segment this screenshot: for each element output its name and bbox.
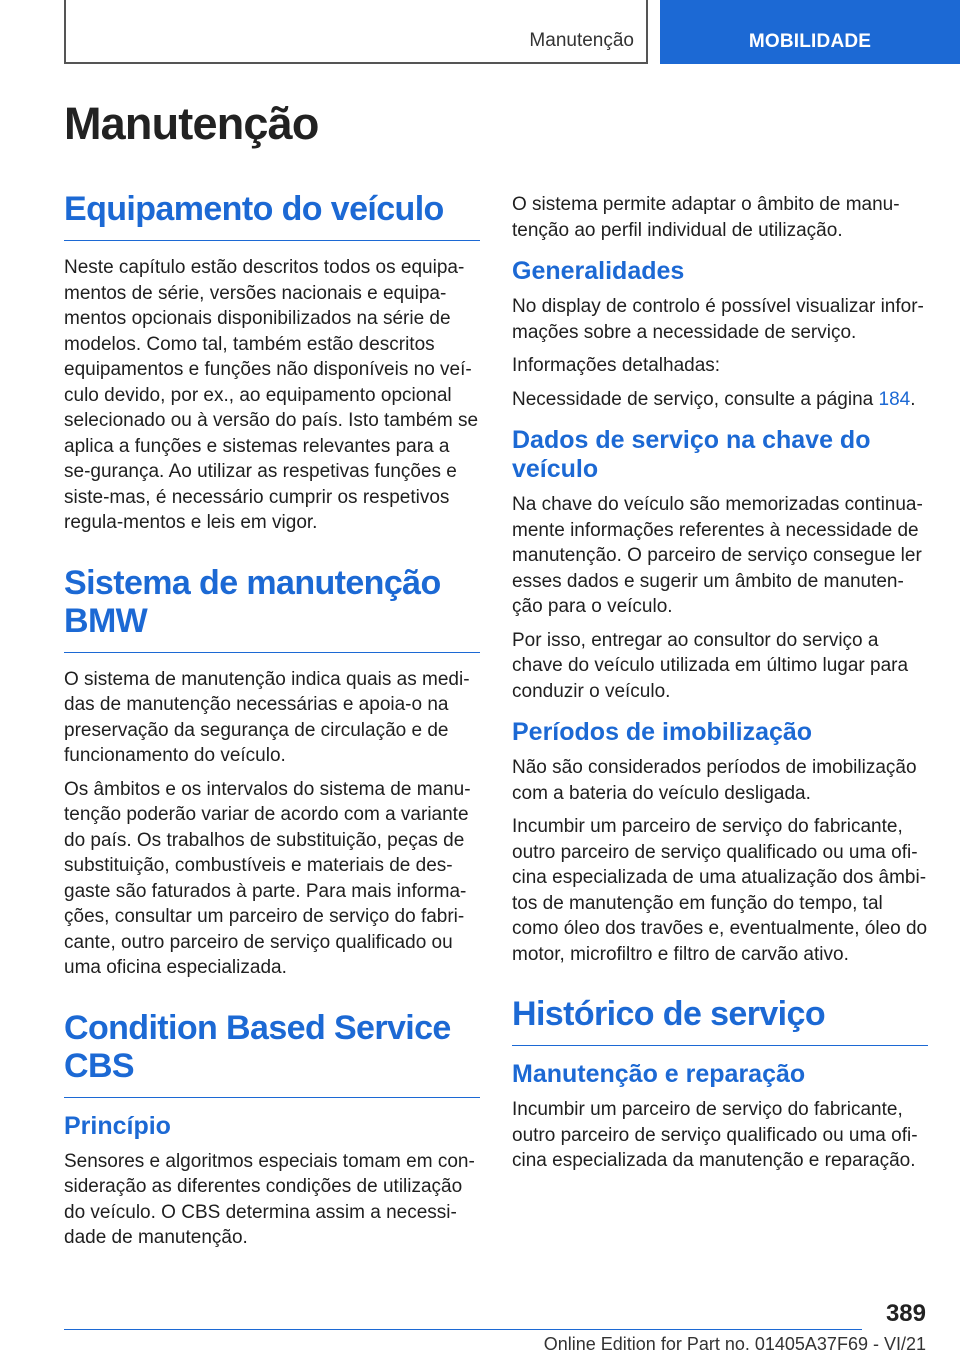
paragraph-dados-1: Na chave do veículo são memorizadas continua-mente informações referentes à necessidade de manutenção. O parceiro de serviço consegue ler esses dados e sugerir um âmbito de manuten-ção para o veículo. xyxy=(512,494,923,617)
paragraph-adaptar: O sistema permite adaptar o âmbito de manu-tenção ao perfil individual de utilização. xyxy=(512,194,900,241)
footer-edition: Online Edition for Part no. 01405A37F69 - VI/21 xyxy=(543,1334,926,1354)
heading-historico: Histórico de serviço xyxy=(512,995,928,1046)
header-chapter: Manutenção xyxy=(529,30,634,51)
reference-period: . xyxy=(910,388,916,410)
subheading-dados-chave: Dados de serviço na chave do veículo xyxy=(512,426,871,483)
page-link-184[interactable]: 184 xyxy=(878,388,911,410)
reference-text: Necessidade de serviço, consulte a página xyxy=(512,388,879,410)
header-chapter-box xyxy=(64,0,648,64)
paragraph-imobilizacao-1: Não são considerados períodos de imobilização com a bateria do veículo desligada. xyxy=(512,757,917,804)
paragraph-generalidades-2: Informações detalhadas: xyxy=(512,355,721,376)
right-column xyxy=(512,192,928,1174)
paragraph-sistema-1: O sistema de manutenção indica quais as medi-das de manutenção necessárias e apoia-o na preservação da segurança de circulação e de funcionamento do veículo. xyxy=(64,668,470,766)
paragraph-dados-2: Por isso, entregar ao consultor do serviço a chave do veículo utilizada em último lugar para conduzir o veículo. xyxy=(512,629,909,702)
heading-sistema-manutencao: Sistema de manutenção BMW xyxy=(64,564,480,653)
paragraph-principio: Sensores e algoritmos especiais tomam em con-sideração as diferentes condições de utilização do veículo. O CBS determina assim a necessi-dade de manutenção. xyxy=(64,1150,475,1248)
heading-cbs: Condition Based Service CBS xyxy=(64,1009,480,1098)
subheading-imobilizacao: Períodos de imobilização xyxy=(512,718,813,746)
left-column xyxy=(64,190,480,1251)
paragraph-equipamento: Neste capítulo estão descritos todos os equipa-mentos de série, versões nacionais e equipa-mentos opcionais disponibilizados na série de modelos. Como tal, também estão descritos equipamentos e funções não disponíveis no veí-culo devido, por ex., ao equipamento opcional selecionado ou à versão do país. Isto também se aplica a funções e sistemas relevantes para a se-gurança. Ao utilizar as respetivas funções e siste-mas, é necessário cumprir os respetivos regula-mentos e leis em vigor. xyxy=(64,257,479,533)
subheading-manutencao-reparacao: Manutenção e reparação xyxy=(512,1060,806,1088)
subheading-principio: Princípio xyxy=(64,1111,171,1140)
page-title: Manutenção xyxy=(64,98,319,149)
footer-divider xyxy=(64,1329,862,1330)
paragraph-sistema-2: Os âmbitos e os intervalos do sistema de manu-tenção poderão variar de acordo com a variante do país. Os trabalhos de substituição, peças de substituição, combustíveis e materiais de des-gaste são faturados à parte. Para mais informa-ções, consultar um parceiro de serviço do fabri-cante, outro parceiro de serviço qualificado ou uma oficina especializada. xyxy=(64,778,471,978)
heading-equipamento: Equipamento do veículo xyxy=(64,190,480,241)
subheading-generalidades: Generalidades xyxy=(512,257,685,285)
paragraph-manutencao-reparacao: Incumbir um parceiro de serviço do fabricante, outro parceiro de serviço qualificado ou uma ofi-cina especializada da manutenção e reparação. xyxy=(512,1099,918,1171)
paragraph-generalidades-3 xyxy=(512,387,928,413)
page-number: 389 xyxy=(885,1300,926,1327)
header-section-tab[interactable] xyxy=(660,0,960,64)
paragraph-imobilizacao-2: Incumbir um parceiro de serviço do fabricante, outro parceiro de serviço qualificado ou uma ofi-cina especializada de uma atualização dos âmbi-tos de manutenção em função do tempo, tal como óleo dos travões e, eventualmente, óleo do motor, microfiltro e filtro de carvão ativo. xyxy=(512,816,928,965)
header-section-label: MOBILIDADE xyxy=(748,31,872,52)
paragraph-generalidades-1: No display de controlo é possível visualizar infor-mações sobre a necessidade de serviço. xyxy=(512,296,924,343)
